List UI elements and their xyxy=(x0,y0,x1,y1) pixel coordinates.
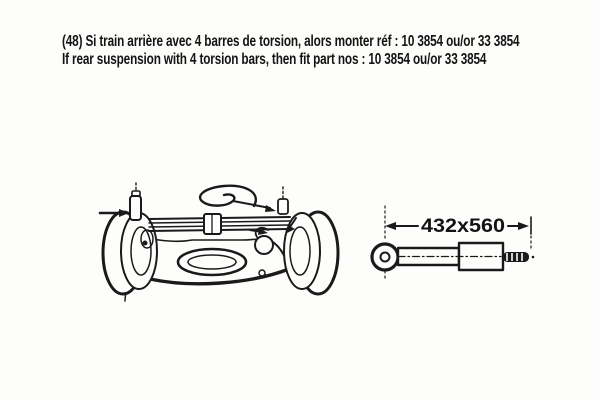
fitment-note xyxy=(62,33,600,69)
rear-axle-illustration-icon xyxy=(92,181,350,313)
shock-body xyxy=(372,243,534,280)
curved-pointer-arrow xyxy=(200,186,276,212)
note-line-english: If rear suspension with 4 torsion bars, then fit part nos : 10 3854 ou/or 33 3854 xyxy=(62,51,487,68)
shock-absorber-figure xyxy=(366,201,550,285)
shock-absorber-illustration-icon xyxy=(366,201,550,285)
left-wheel xyxy=(103,212,157,294)
rear-axle-figure xyxy=(92,181,350,313)
axle-tube xyxy=(149,214,290,234)
shock-dimension-label: 432x560 xyxy=(421,216,505,237)
note-line-french: (48) Si train arrière avec 4 barres de torsion, alors monter réf : 10 3854 ou/or 33 3854 xyxy=(62,33,520,50)
